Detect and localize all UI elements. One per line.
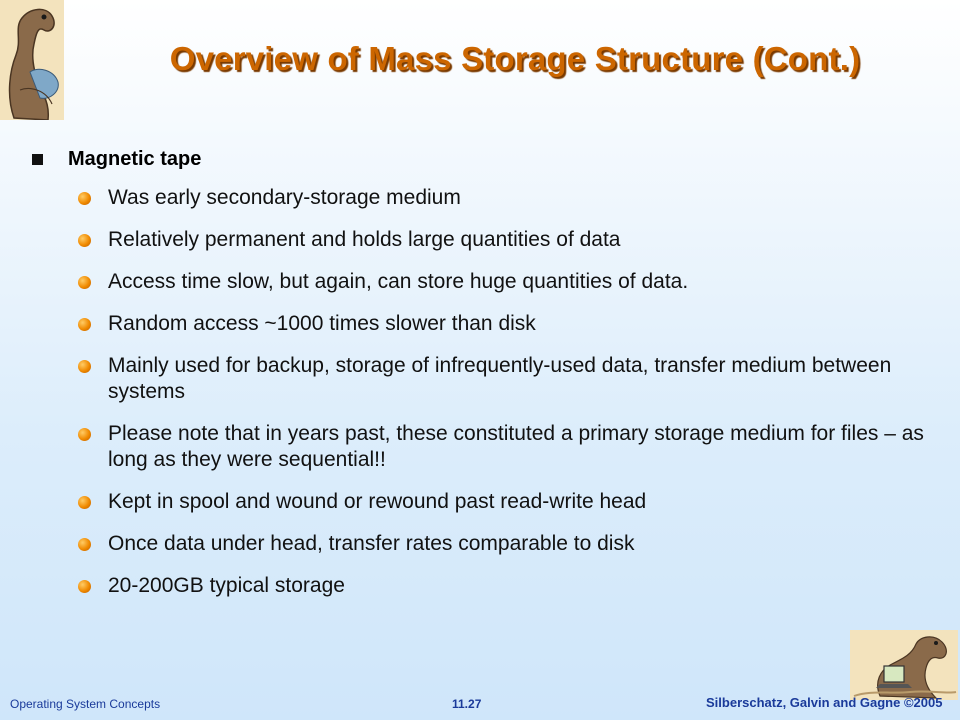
list-item: [108, 353, 932, 405]
list-item: [108, 185, 932, 211]
round-bullet-icon: [78, 318, 91, 331]
list-item: [108, 489, 932, 515]
round-bullet-icon: [78, 580, 91, 593]
list-item-text: Please note that in years past, these constituted a primary storage medium for files – as long as they were sequential!!: [108, 422, 924, 471]
list-item: [108, 227, 932, 253]
list-item-text: Access time slow, but again, can store huge quantities of data.: [108, 270, 689, 293]
list-item: [108, 311, 932, 337]
list-item: [108, 421, 932, 473]
list-item-text: Kept in spool and wound or rewound past read-write head: [108, 490, 647, 513]
footer-page-number: 11.27: [452, 697, 482, 711]
section-heading: [32, 145, 932, 173]
bullet-list: [32, 185, 932, 599]
list-item-text: Mainly used for backup, storage of infrequently-used data, transfer medium between systems: [108, 354, 892, 403]
round-bullet-icon: [78, 234, 91, 247]
dinosaur-logo-icon: [0, 0, 64, 120]
list-item-text: Random access ~1000 times slower than disk: [108, 312, 536, 335]
round-bullet-icon: [78, 428, 91, 441]
list-item: [108, 531, 932, 557]
list-item-text: 20-200GB typical storage: [108, 574, 345, 597]
list-item: [108, 269, 932, 295]
round-bullet-icon: [78, 360, 91, 373]
dinosaur-laptop-logo-icon: [850, 630, 958, 700]
slide-title: Overview of Mass Storage Structure (Cont.): [169, 40, 861, 77]
round-bullet-icon: [78, 276, 91, 289]
footer-course-name: Operating System Concepts: [10, 697, 161, 711]
slide-content: [32, 145, 932, 615]
footer-copyright: Silberschatz, Galvin and Gagne ©2005: [706, 695, 943, 710]
round-bullet-icon: [78, 496, 91, 509]
list-item-text: Relatively permanent and holds large quantities of data: [108, 228, 621, 251]
list-item-text: Was early secondary-storage medium: [108, 186, 461, 209]
section-heading-text: Magnetic tape: [68, 148, 202, 170]
list-item: [108, 573, 932, 599]
square-bullet-icon: [32, 154, 43, 165]
round-bullet-icon: [78, 538, 91, 551]
round-bullet-icon: [78, 192, 91, 205]
list-item-text: Once data under head, transfer rates comparable to disk: [108, 532, 635, 555]
